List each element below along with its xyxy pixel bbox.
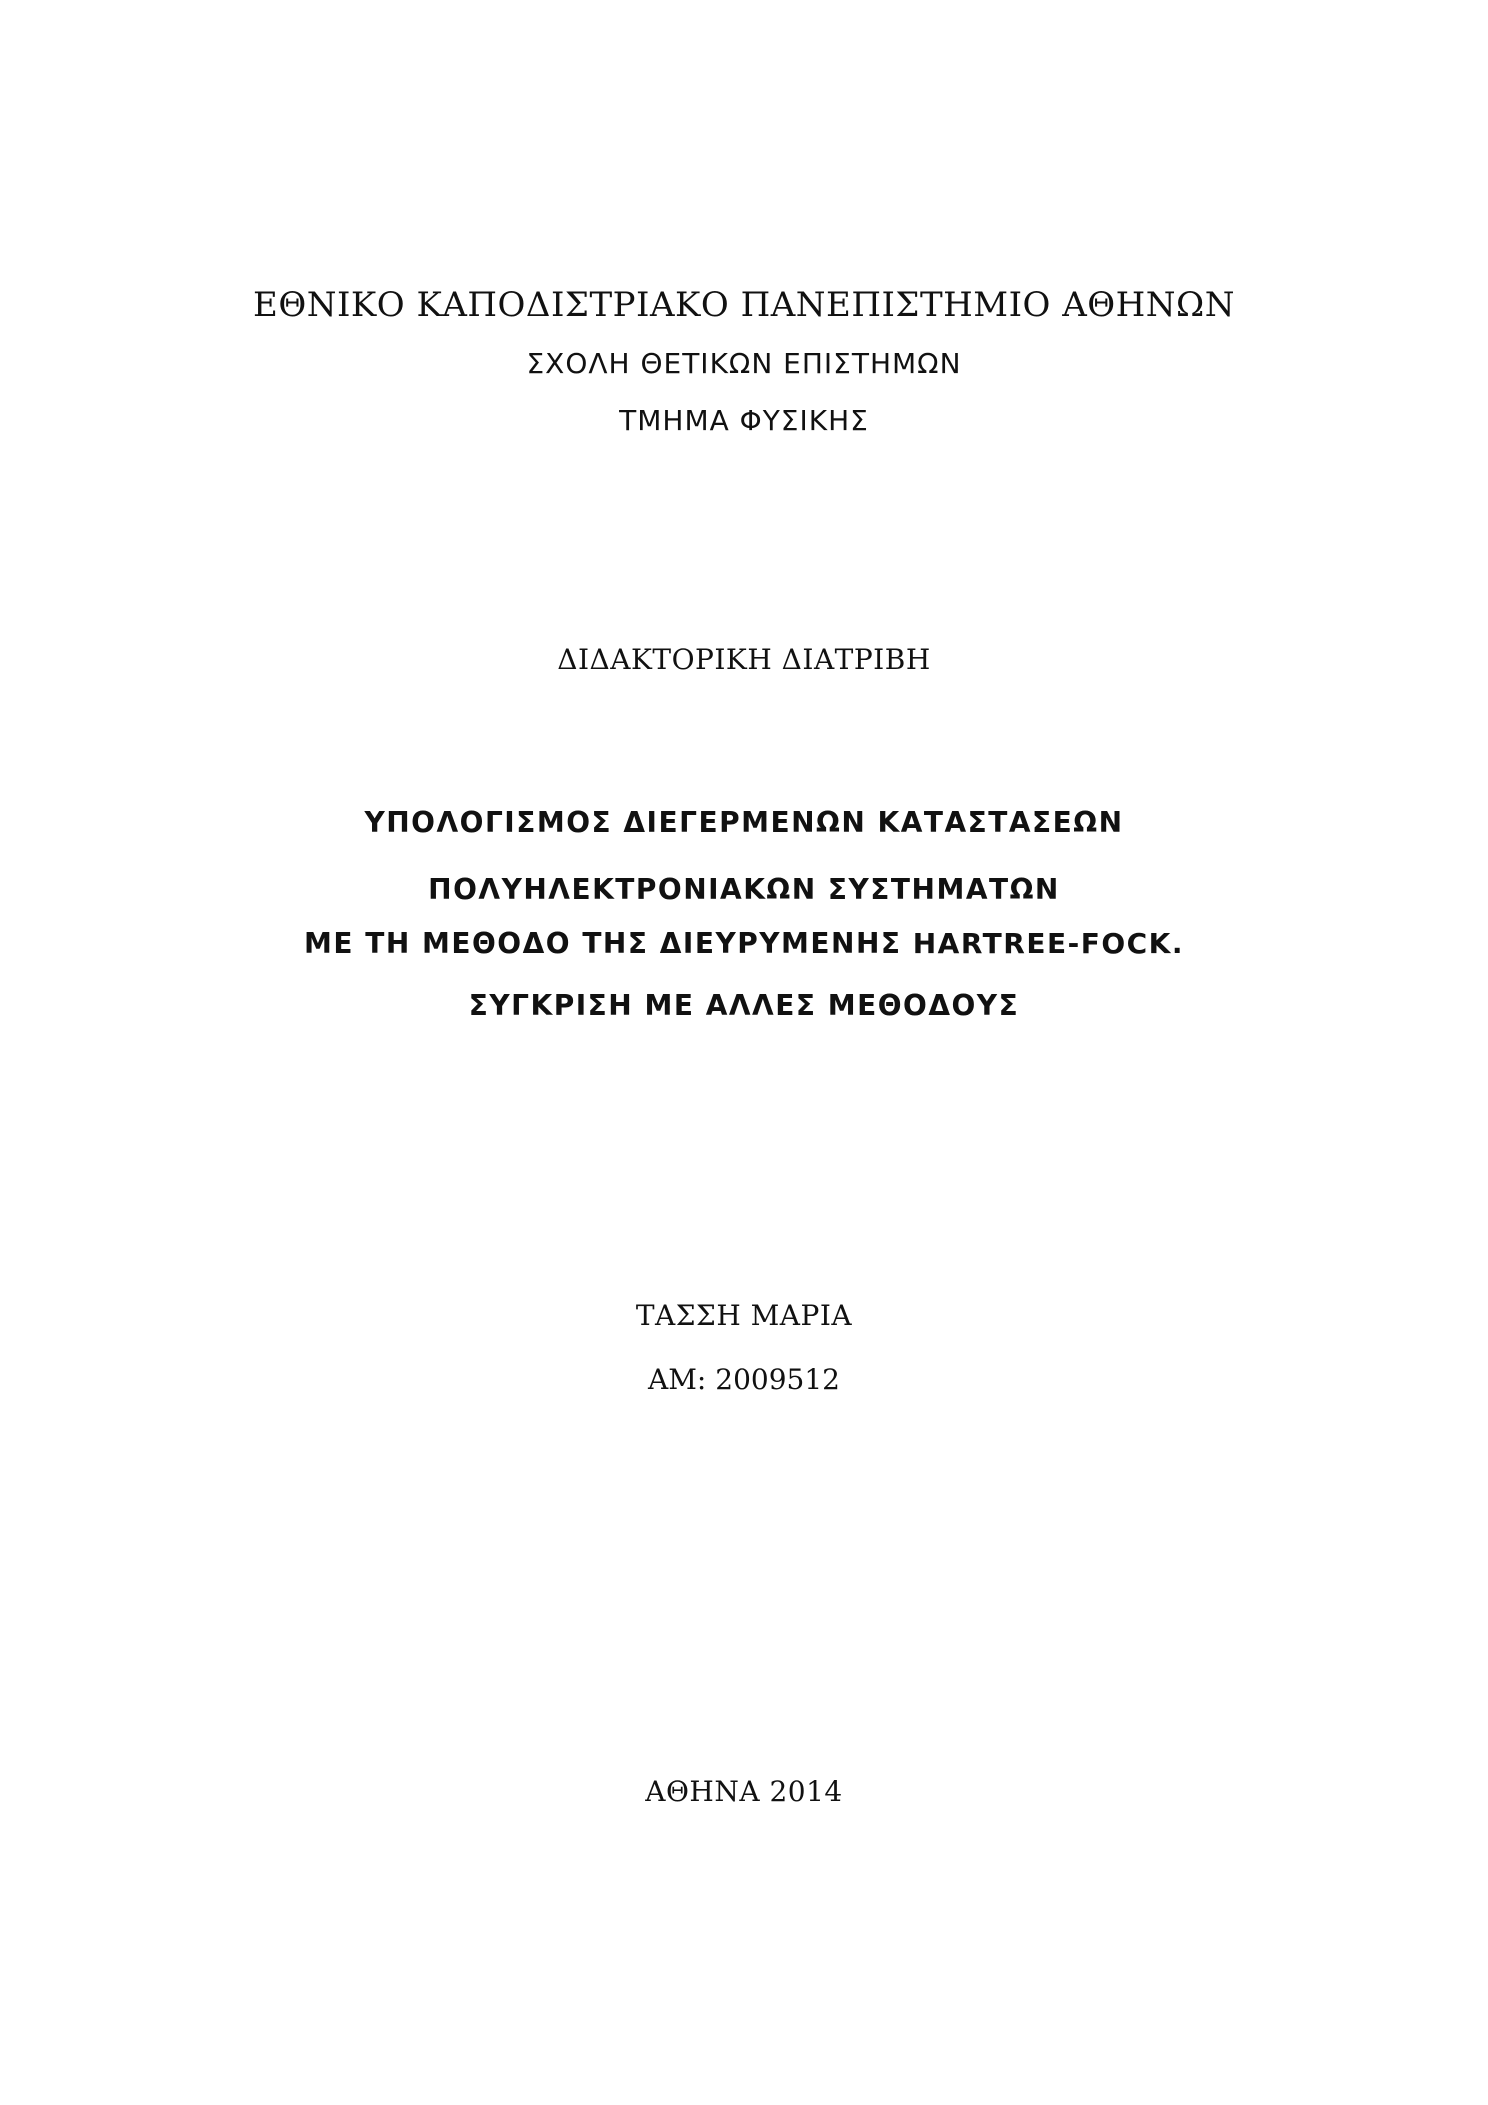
place-and-year: ΑΘΗΝΑ 2014 (645, 1775, 843, 1808)
author-name: ΤΑΣΣΗ ΜΑΡΙΑ (635, 1299, 853, 1332)
department-name: ΤΜΗΜΑ ΦΥΣΙΚΗΣ (619, 404, 869, 437)
thesis-title-line-4: ΣΥΓΚΡΙΣΗ ΜΕ ΑΛΛΕΣ ΜΕΘΟΔΟΥΣ (468, 989, 1020, 1022)
university-name: ΕΘΝΙΚΟ ΚΑΠΟΔΙΣΤΡΙΑΚΟ ΠΑΝΕΠΙΣΤΗΜΙΟ ΑΘΗΝΩΝ (253, 285, 1235, 325)
thesis-title-line-1: ΥΠΟΛΟΓΙΣΜΟΣ ΔΙΕΓΕΡΜΕΝΩΝ ΚΑΤΑΣΤΑΣΕΩΝ (364, 806, 1124, 839)
school-name: ΣΧΟΛΗ ΘΕΤΙΚΩΝ ΕΠΙΣΤΗΜΩΝ (526, 347, 962, 380)
thesis-title-line-3: ΜΕ ΤΗ ΜΕΘΟΔΟ ΤΗΣ ΔΙΕΥΡΥΜΕΝΗΣ HARTREE-FOCK. (303, 927, 1185, 960)
thesis-title-line-2: ΠΟΛΥΗΛΕΚΤΡΟΝΙΑΚΩΝ ΣΥΣΤΗΜΑΤΩΝ (428, 873, 1060, 906)
document-type: ΔΙΔΑΚΤΟΡΙΚΗ ΔΙΑΤΡΙΒΗ (557, 643, 931, 676)
registration-number: ΑΜ: 2009512 (648, 1363, 840, 1396)
